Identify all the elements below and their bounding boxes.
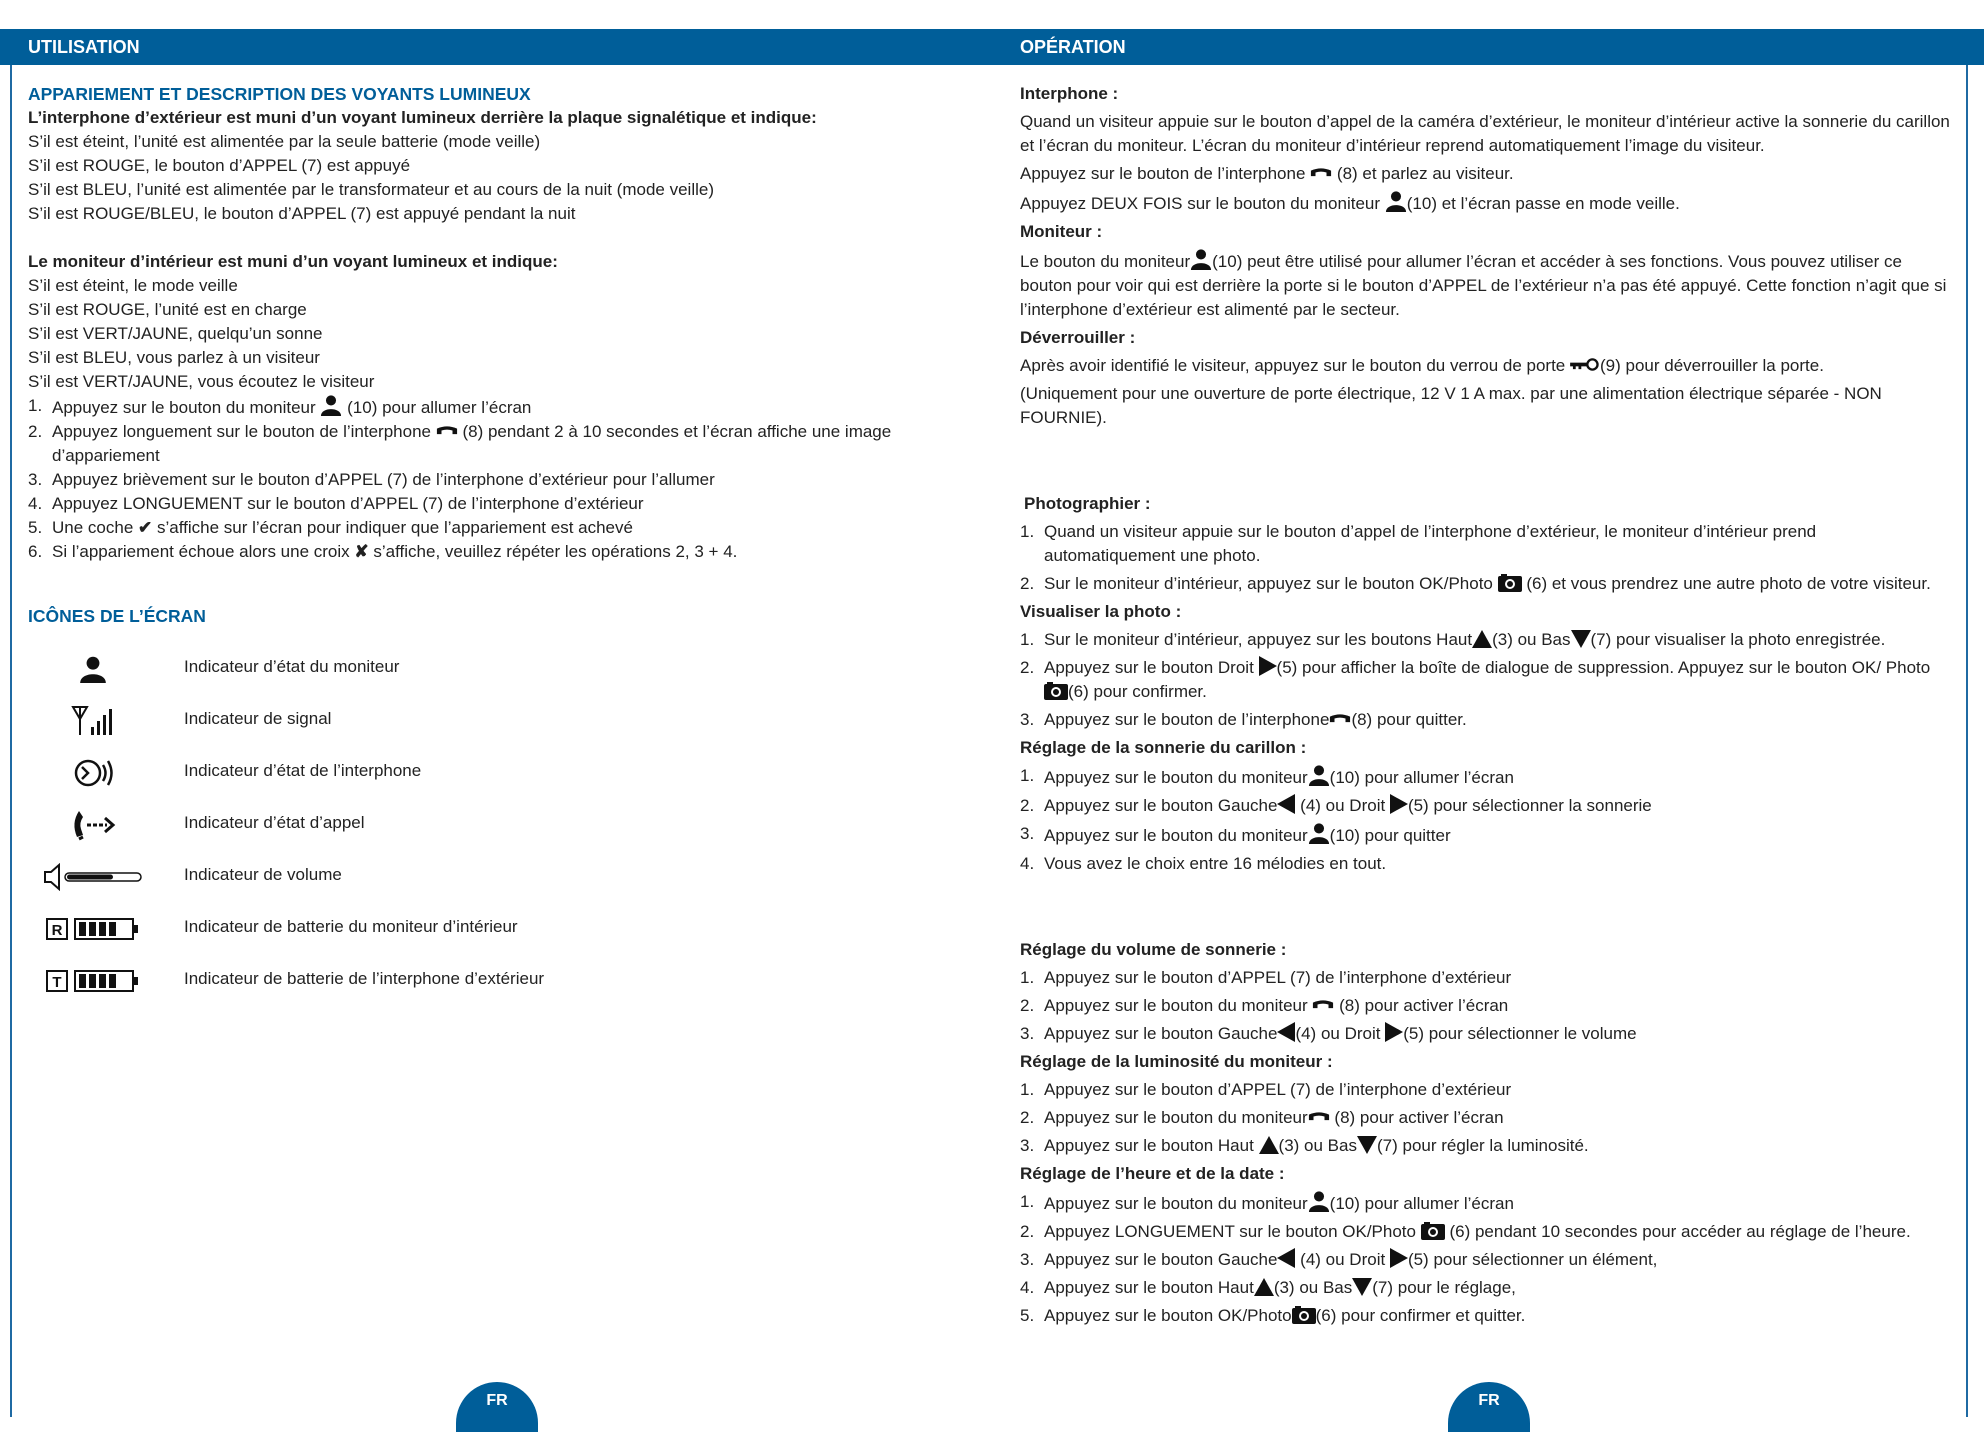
list-item: 1. Appuyez sur le bouton du moniteur (10) pour allumer l’écran [1020, 766, 1514, 787]
pairing-steps [28, 394, 968, 564]
right-arrow-icon [1385, 1022, 1403, 1042]
list-item: 1. Sur le moniteur d’intérieur, appuyez sur les boutons Haut (3) ou Bas (7) pour visualiser la photo enregistrée. [1020, 630, 1886, 649]
header-left-title: UTILISATION [28, 37, 140, 57]
left-arrow-icon [1277, 794, 1295, 814]
left-arrow-icon [1277, 1248, 1295, 1268]
pairing-title: APPARIEMENT ET DESCRIPTION DES VOYANTS LUMINEUX [28, 84, 531, 104]
check-icon: ✔ [138, 518, 153, 537]
intercom-text: Quand un visiteur appuie sur le bouton d’appel de la caméra d’extérieur, le moniteur d’intérieur active la sonnerie du carillon et l’écran du moniteur. L’écran du moniteur d’intérieur reprend automatiquement l’image du visiteur. [1020, 112, 1950, 155]
right-arrow-icon [1259, 656, 1277, 676]
intercom-heading: Interphone : [1020, 84, 1119, 103]
indoor-state: S’il est VERT/JAUNE, vous écoutez le visiteur [28, 372, 375, 391]
list-item: 1. Appuyez sur le bouton du moniteur (10) pour allumer l’écran [28, 396, 532, 417]
cross-icon: ✘ [354, 542, 369, 561]
right-arrow-icon [1390, 794, 1408, 814]
list-item: 2. Appuyez sur le bouton du moniteur (8) pour activer l’écran [1020, 1108, 1504, 1127]
icon-label: Indicateur d’état d’appel [184, 813, 365, 832]
list-item: 4. Vous avez le choix entre 16 mélodies en tout. [1020, 854, 1387, 873]
volume-icon [43, 863, 143, 891]
outdoor-state: S’il est éteint, l’unité est alimentée par la seule batterie (mode veille) [28, 132, 541, 151]
indoor-state: S’il est VERT/JAUNE, quelqu’un sonne [28, 324, 323, 343]
monitor-person-icon [1190, 248, 1212, 270]
monitor-person-icon [1308, 1190, 1330, 1212]
phone-icon [1310, 167, 1332, 178]
icon-label: Indicateur de volume [184, 865, 342, 884]
header-bar [0, 29, 1984, 65]
right-border [1966, 65, 1968, 1417]
left-arrow-icon [1277, 1022, 1295, 1042]
list-item: 1. Quand un visiteur appuie sur le bouton d’appel de l’interphone d’extérieur, le moniteur d’intérieur prend automatiquement une photo. [1020, 522, 1817, 565]
unlock-text: (Uniquement pour une ouverture de porte électrique, 12 V 1 A max. par une alimentation électrique séparée - NON FOURNIE). [1020, 384, 1882, 427]
outdoor-heading: L’interphone d’extérieur est muni d’un voyant lumineux derrière la plaque signalétique et indique: [28, 108, 817, 127]
list-item: 5. Appuyez sur le bouton OK/Photo (6) pour confirmer et quitter. [1020, 1306, 1526, 1325]
list-item: 2. Appuyez LONGUEMENT sur le bouton OK/Photo (6) pendant 10 secondes pour accéder au réglage de l’heure. [1020, 1222, 1911, 1241]
call-status-icon [69, 809, 117, 841]
left-column [28, 82, 968, 628]
battery-t-icon [45, 969, 141, 993]
list-item: 4. Appuyez sur le bouton Haut (3) ou Bas (7) pour le réglage, [1020, 1278, 1516, 1297]
up-arrow-icon [1254, 1278, 1274, 1296]
indoor-state: S’il est BLEU, vous parlez à un visiteur [28, 348, 320, 367]
monitor-heading: Moniteur : [1020, 222, 1103, 241]
svg-text:T: T [52, 974, 62, 991]
down-arrow-icon [1571, 630, 1591, 648]
phone-icon [436, 425, 458, 436]
icons-title: ICÔNES DE L’ÉCRAN [28, 606, 206, 626]
down-arrow-icon [1357, 1136, 1377, 1154]
list-item: 3. Appuyez sur le bouton de l’interphone (8) pour quitter. [1020, 710, 1467, 729]
indoor-state: S’il est éteint, le mode veille [28, 276, 238, 295]
header-right-title: OPÉRATION [1020, 37, 1126, 57]
view-heading: Visualiser la photo : [1020, 602, 1182, 621]
outdoor-state: S’il est ROUGE, le bouton d’APPEL (7) est appuyé [28, 156, 411, 175]
list-item: 1. Appuyez sur le bouton du moniteur (10) pour allumer l’écran [1020, 1192, 1514, 1213]
photo-heading: Photographier : [1024, 494, 1151, 513]
list-item: 4. Appuyez LONGUEMENT sur le bouton d’APPEL (7) de l’interphone d’extérieur [28, 494, 644, 513]
monitor-person-icon [1385, 190, 1407, 212]
list-item: 3. Appuyez sur le bouton Gauche (4) ou Droit (5) pour sélectionner un élément, [1020, 1250, 1658, 1269]
list-item: 1. Appuyez sur le bouton d’APPEL (7) de l’interphone d’extérieur [1020, 968, 1512, 987]
brightness-heading: Réglage de la luminosité du moniteur : [1020, 1052, 1333, 1071]
icon-label: Indicateur d’état du moniteur [184, 657, 400, 676]
signal-icon [71, 705, 115, 737]
phone-icon [1329, 713, 1351, 724]
up-arrow-icon [1472, 630, 1492, 648]
list-item: 3. Appuyez sur le bouton Haut (3) ou Bas (7) pour régler la luminosité. [1020, 1136, 1589, 1155]
key-icon [1570, 358, 1600, 371]
unlock-heading: Déverrouiller : [1020, 328, 1136, 347]
intercom-text: Appuyez DEUX FOIS sur le bouton du moniteur (10) et l’écran passe en mode veille. [1020, 190, 1952, 216]
list-item: 3. Appuyez sur le bouton Gauche (4) ou Droit (5) pour sélectionner le volume [1020, 1024, 1637, 1043]
up-arrow-icon [1259, 1136, 1279, 1154]
svg-text:R: R [51, 922, 63, 939]
icon-label: Indicateur de signal [184, 709, 332, 728]
camera-icon [1498, 574, 1522, 592]
list-item: 5. Une coche ✔ s’affiche sur l’écran pour indiquer que l’appariement est achevé [28, 518, 633, 537]
icon-label: Indicateur de batterie de l’interphone d’extérieur [184, 969, 545, 988]
intercom-status-icon [73, 757, 113, 789]
phone-icon [1308, 1111, 1330, 1122]
camera-icon [1421, 1222, 1445, 1240]
list-item: 3. Appuyez sur le bouton du moniteur (10) pour quitter [1020, 824, 1451, 845]
intercom-text: Appuyez sur le bouton de l’interphone (8) et parlez au visiteur. [1020, 164, 1514, 183]
monitor-text: Le bouton du moniteur (10) peut être utilisé pour allumer l’écran et accéder à ses fonctions. Vous pouvez utiliser ce bouton pour voir qui est derrière la porte si le bouton d’APPEL de l’extérieur n’a pas été appuyé. Cette fonction n’agit que si l’interphone d’extérieur est alimenté par le secteur. [1020, 248, 1952, 322]
indoor-heading: Le moniteur d’intérieur est muni d’un voyant lumineux et indique: [28, 252, 558, 271]
right-arrow-icon [1390, 1248, 1408, 1268]
icon-label: Indicateur de batterie du moniteur d’intérieur [184, 917, 518, 936]
list-item: 2. Sur le moniteur d’intérieur, appuyez sur le bouton OK/Photo (6) et vous prendrez une autre photo de votre visiteur. [1020, 574, 1931, 593]
outdoor-state: S’il est ROUGE/BLEU, le bouton d’APPEL (7) est appuyé pendant la nuit [28, 204, 576, 223]
monitor-person-icon [79, 655, 107, 683]
icon-label: Indicateur d’état de l’interphone [184, 761, 422, 780]
list-item: 3. Appuyez brièvement sur le bouton d’APPEL (7) de l’interphone d’extérieur pour l’allumer [28, 470, 715, 489]
right-column [1020, 82, 1952, 1332]
unlock-text: Après avoir identifié le visiteur, appuyez sur le bouton du verrou de porte (9) pour déverrouiller la porte. [1020, 356, 1824, 375]
page-language-tab-left: FR [456, 1382, 538, 1432]
list-item: 2. Appuyez sur le bouton Droit (5) pour afficher la boîte de dialogue de suppression. Appuyez sur le bouton OK/ Photo(6) pour confirmer. [1020, 658, 1931, 701]
volume-heading: Réglage du volume de sonnerie : [1020, 940, 1287, 959]
ring-heading: Réglage de la sonnerie du carillon : [1020, 738, 1307, 757]
phone-icon [1312, 999, 1334, 1010]
left-border [10, 65, 12, 1417]
camera-icon [1292, 1306, 1316, 1324]
list-item: 6. Si l’appariement échoue alors une croix ✘ s’affiche, veuillez répéter les opérations 2, 3 + 4. [28, 542, 738, 561]
monitor-person-icon [320, 394, 342, 416]
page-language-tab-right: FR [1448, 1382, 1530, 1432]
time-heading: Réglage de l’heure et de la date : [1020, 1164, 1285, 1183]
down-arrow-icon [1352, 1278, 1372, 1296]
monitor-person-icon [1308, 822, 1330, 844]
monitor-person-icon [1308, 764, 1330, 786]
outdoor-state: S’il est BLEU, l’unité est alimentée par le transformateur et au cours de la nuit (mode veille) [28, 180, 714, 199]
list-item: 2. Appuyez longuement sur le bouton de l’interphone (8) pendant 2 à 10 secondes et l’écran affiche une image d’appariement [28, 422, 892, 465]
list-item: 1. Appuyez sur le bouton d’APPEL (7) de l’interphone d’extérieur [1020, 1080, 1512, 1099]
battery-r-icon [45, 917, 141, 941]
camera-icon [1044, 682, 1068, 700]
list-item: 2. Appuyez sur le bouton du moniteur (8) pour activer l’écran [1020, 996, 1509, 1015]
indoor-state: S’il est ROUGE, l’unité est en charge [28, 300, 307, 319]
list-item: 2. Appuyez sur le bouton Gauche (4) ou Droit (5) pour sélectionner la sonnerie [1020, 796, 1652, 815]
